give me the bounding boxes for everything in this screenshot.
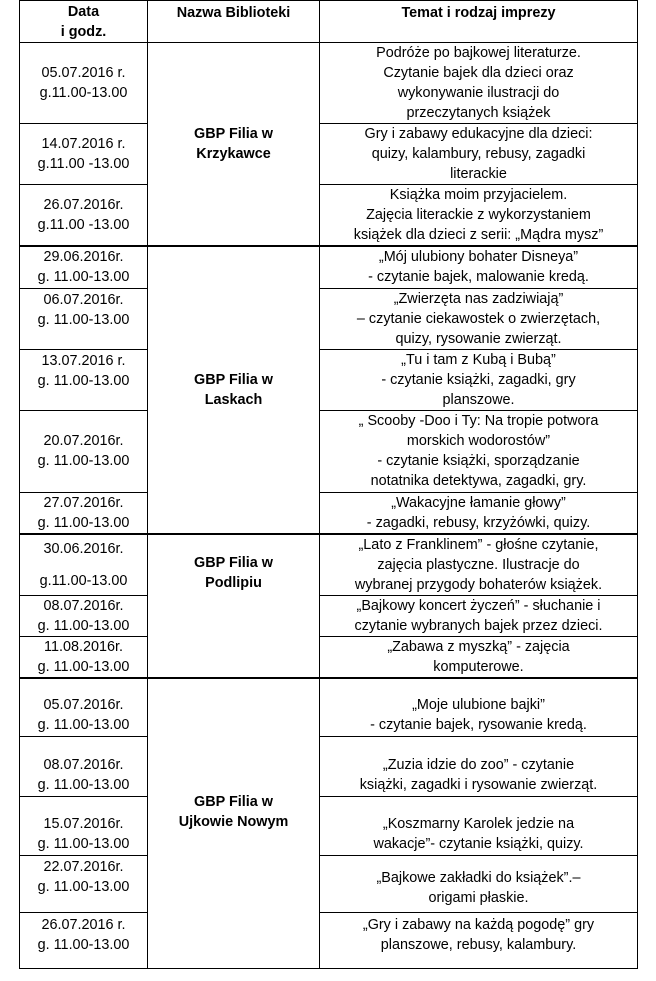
event-date: 06.07.2016r. g. 11.00-13.00: [20, 288, 148, 349]
event-topic: „Koszmarny Karolek jedzie na wakacje”- czytanie książki, quizy.: [320, 797, 638, 856]
library-name: GBP Filia w Ujkowie Nowym: [148, 678, 320, 969]
event-topic: Książka moim przyjacielem. Zajęcia literackie z wykorzystaniem książek dla dzieci z serii: „Mądra mysz”: [320, 185, 638, 247]
table-row: [20, 246, 638, 288]
event-topic: „Mój ulubiony bohater Disneya” - czytanie bajek, malowanie kredą.: [320, 246, 638, 288]
header-date: Data i godz.: [20, 1, 148, 43]
table-row: [20, 678, 638, 737]
table-row: [20, 856, 638, 913]
event-date: 29.06.2016r. g. 11.00-13.00: [20, 246, 148, 288]
table-row: [20, 797, 638, 856]
event-date: 20.07.2016r. g. 11.00-13.00: [20, 410, 148, 492]
event-date: 05.07.2016 r. g.11.00-13.00: [20, 43, 148, 124]
library-name: GBP Filia w Krzykawce: [148, 43, 320, 247]
event-topic: „ Scooby -Doo i Ty: Na tropie potwora morskich wodorostów” - czytanie książki, sporządzanie notatnika detektywa, zagadki, gry.: [320, 410, 638, 492]
table-row: [20, 492, 638, 534]
event-date: 08.07.2016r. g. 11.00-13.00: [20, 595, 148, 636]
library-name: GBP Filia w Laskach: [148, 246, 320, 534]
event-date: 26.07.2016r. g.11.00 -13.00: [20, 185, 148, 247]
event-topic: „Lato z Franklinem” - głośne czytanie, zajęcia plastyczne. Ilustracje do wybranej przygody bohaterów książek.: [320, 534, 638, 596]
event-date: 08.07.2016r. g. 11.00-13.00: [20, 737, 148, 797]
event-topic: Podróże po bajkowej literaturze. Czytanie bajek dla dzieci oraz wykonywanie ilustracji do przeczytanych książek: [320, 43, 638, 124]
event-topic: „Tu i tam z Kubą i Bubą” - czytanie książki, zagadki, gry planszowe.: [320, 349, 638, 410]
table-row: [20, 534, 638, 596]
event-date: 30.06.2016r. g.11.00-13.00: [20, 534, 148, 596]
table-row: [20, 288, 638, 349]
events-table: [19, 0, 638, 969]
table-row: [20, 43, 638, 124]
event-date: 14.07.2016 r. g.11.00 -13.00: [20, 124, 148, 185]
event-topic: „Bajkowe zakładki do książek”.– origami płaskie.: [320, 856, 638, 913]
event-date: 26.07.2016 r. g. 11.00-13.00: [20, 913, 148, 969]
event-date: 27.07.2016r. g. 11.00-13.00: [20, 492, 148, 534]
table-row: [20, 185, 638, 247]
table-row: [20, 636, 638, 678]
header-row: [20, 1, 638, 43]
event-topic: Gry i zabawy edukacyjne dla dzieci: quizy, kalambury, rebusy, zagadki literackie: [320, 124, 638, 185]
event-topic: „Bajkowy koncert życzeń” - słuchanie i czytanie wybranych bajek przez dzieci.: [320, 595, 638, 636]
header-topic: Temat i rodzaj imprezy: [320, 1, 638, 43]
event-topic: „Wakacyjne łamanie głowy” - zagadki, rebusy, krzyżówki, quizy.: [320, 492, 638, 534]
event-date: 05.07.2016r. g. 11.00-13.00: [20, 678, 148, 737]
event-date: 15.07.2016r. g. 11.00-13.00: [20, 797, 148, 856]
header-library: Nazwa Biblioteki: [148, 1, 320, 43]
event-topic: „Gry i zabawy na każdą pogodę” gry planszowe, rebusy, kalambury.: [320, 913, 638, 969]
event-date: 13.07.2016 r. g. 11.00-13.00: [20, 349, 148, 410]
event-topic: „Zwierzęta nas zadziwiają” – czytanie ciekawostek o zwierzętach, quizy, rysowanie zwierząt.: [320, 288, 638, 349]
table-row: [20, 595, 638, 636]
table-row: [20, 737, 638, 797]
event-topic: „Zabawa z myszką” - zajęcia komputerowe.: [320, 636, 638, 678]
table-row: [20, 124, 638, 185]
event-date: 22.07.2016r. g. 11.00-13.00: [20, 856, 148, 913]
table-row: [20, 913, 638, 969]
table-row: [20, 410, 638, 492]
event-date: 11.08.2016r. g. 11.00-13.00: [20, 636, 148, 678]
library-name: GBP Filia w Podlipiu: [148, 534, 320, 678]
table-row: [20, 349, 638, 410]
event-topic: „Zuzia idzie do zoo” - czytanie książki, zagadki i rysowanie zwierząt.: [320, 737, 638, 797]
event-topic: „Moje ulubione bajki” - czytanie bajek, rysowanie kredą.: [320, 678, 638, 737]
